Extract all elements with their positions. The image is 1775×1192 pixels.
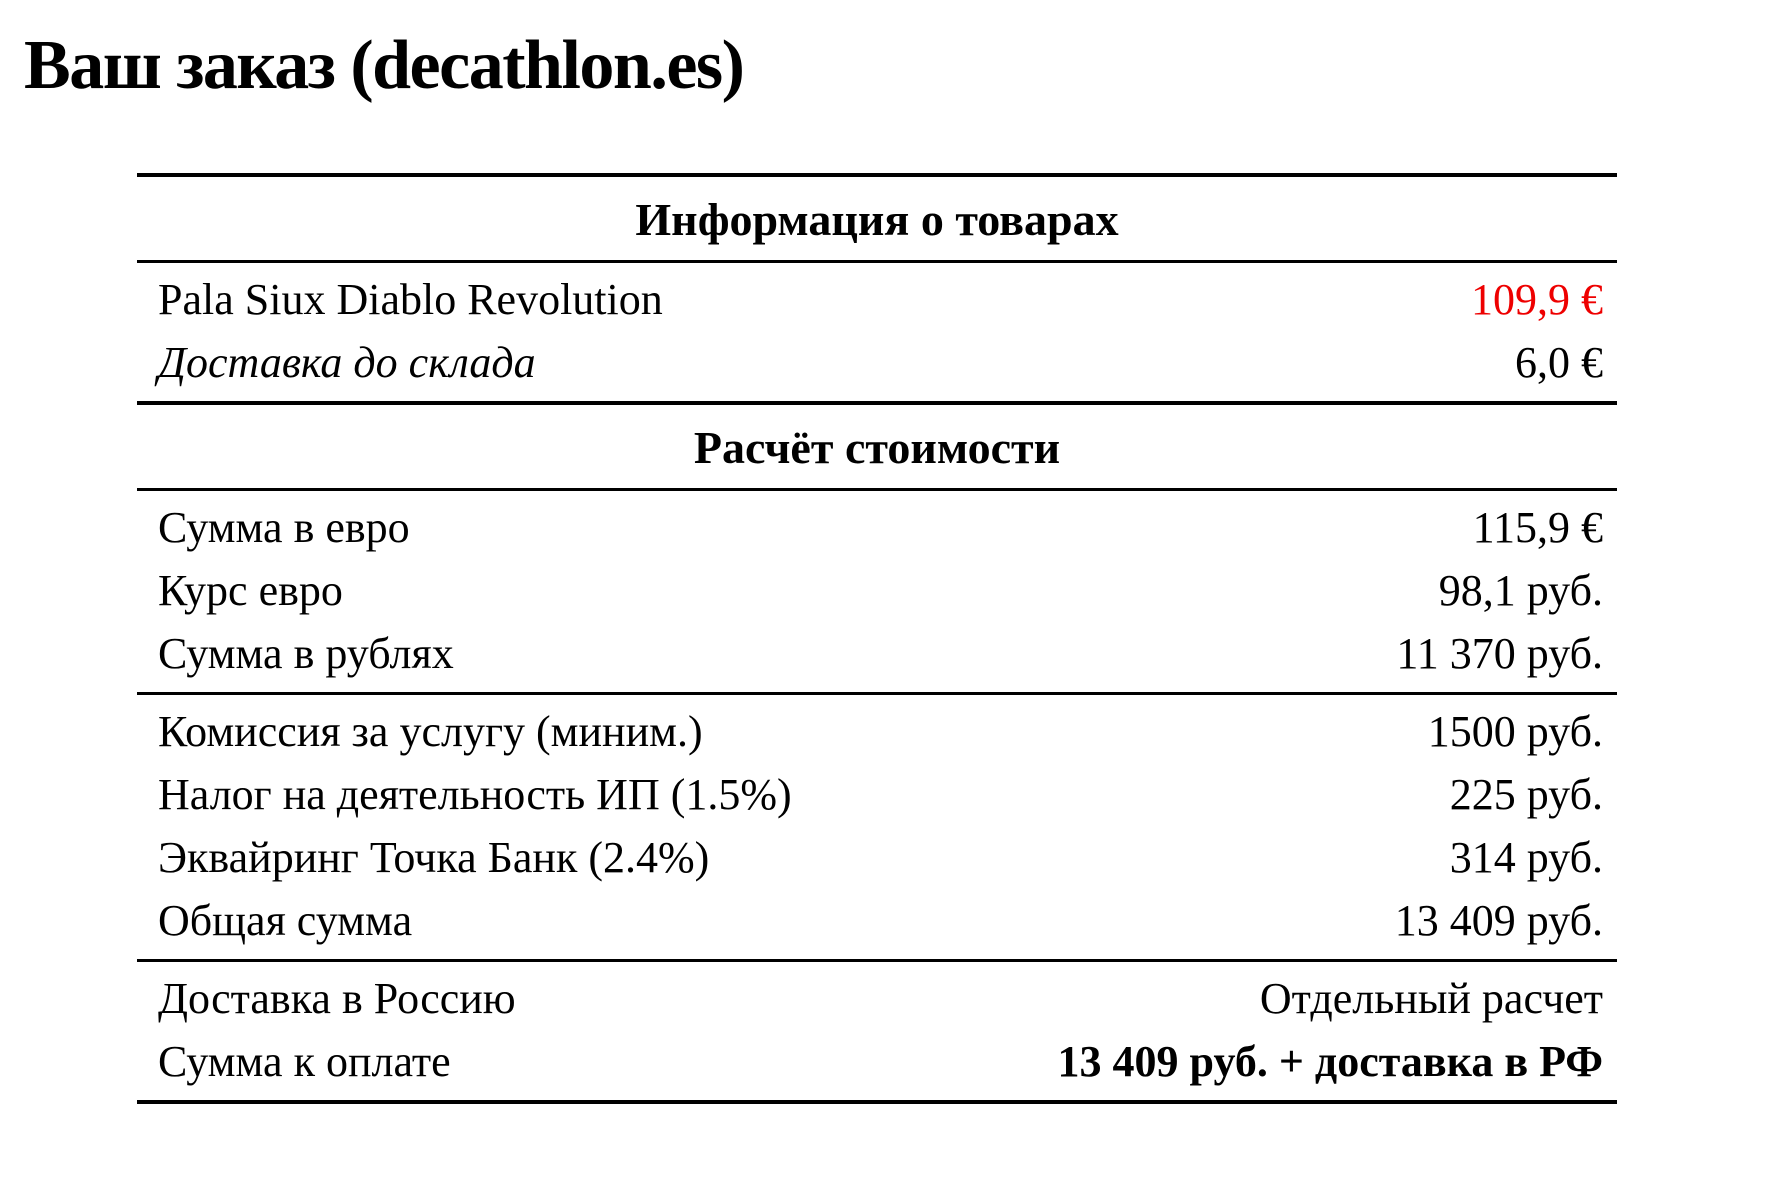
- row-label-amount-due: Сумма к оплате: [158, 1037, 451, 1086]
- fees-group: [137, 695, 1617, 959]
- row-value-sum-rub: 11 370 руб.: [1396, 629, 1603, 678]
- row-value-acquiring: 314 руб.: [1449, 833, 1603, 882]
- table-row-sum-eur: [137, 496, 1617, 559]
- row-value-sum-eur: 115,9 €: [1472, 503, 1603, 552]
- row-value-service-fee: 1500 руб.: [1427, 707, 1603, 756]
- table-row-eur-rate: [137, 559, 1617, 622]
- order-summary-table: [137, 173, 1617, 1104]
- section-header-cost-calculation: Расчёт стоимости: [693, 422, 1061, 473]
- payment-group: [137, 962, 1617, 1100]
- row-label-warehouse-delivery: Доставка до склада: [158, 338, 536, 387]
- row-value-russia-delivery: Отдельный расчет: [1259, 974, 1603, 1023]
- row-label-tax: Налог на деятельность ИП (1.5%): [158, 770, 792, 819]
- row-label-sum-eur: Сумма в евро: [158, 503, 410, 552]
- row-label-service-fee: Комиссия за услугу (миним.): [158, 707, 703, 756]
- table-row-russia-delivery: [137, 967, 1617, 1030]
- table-row-total: [137, 889, 1617, 952]
- table-row-product: [137, 268, 1617, 331]
- table-row-sum-rub: [137, 622, 1617, 685]
- row-label-acquiring: Эквайринг Точка Банк (2.4%): [158, 833, 710, 882]
- page-title: Ваш заказ (decathlon.es): [24, 27, 744, 104]
- row-value-warehouse-delivery: 6,0 €: [1515, 338, 1603, 387]
- table-row-amount-due: [137, 1030, 1617, 1093]
- row-value-amount-due: 13 409 руб. + доставка в РФ: [1057, 1037, 1603, 1086]
- section-header-products: Информация о товарах: [635, 194, 1119, 245]
- row-label-russia-delivery: Доставка в Россию: [158, 974, 516, 1023]
- row-label-eur-rate: Курс евро: [158, 566, 343, 615]
- table-bottom-rule: [137, 1100, 1617, 1104]
- product-rows-group: [137, 263, 1617, 401]
- row-value-eur-rate: 98,1 руб.: [1438, 566, 1603, 615]
- table-row-tax: [137, 763, 1617, 826]
- row-value-total: 13 409 руб.: [1394, 896, 1603, 945]
- euro-sum-group: [137, 491, 1617, 692]
- row-label-total: Общая сумма: [158, 896, 413, 945]
- row-label-product: Pala Siux Diablo Revolution: [158, 275, 663, 324]
- row-value-product-price: 109,9 €: [1471, 275, 1603, 324]
- table-row-service-fee: [137, 700, 1617, 763]
- table-row-acquiring: [137, 826, 1617, 889]
- row-value-tax: 225 руб.: [1449, 770, 1603, 819]
- table-row-warehouse-delivery: [137, 331, 1617, 394]
- row-label-sum-rub: Сумма в рублях: [158, 629, 454, 678]
